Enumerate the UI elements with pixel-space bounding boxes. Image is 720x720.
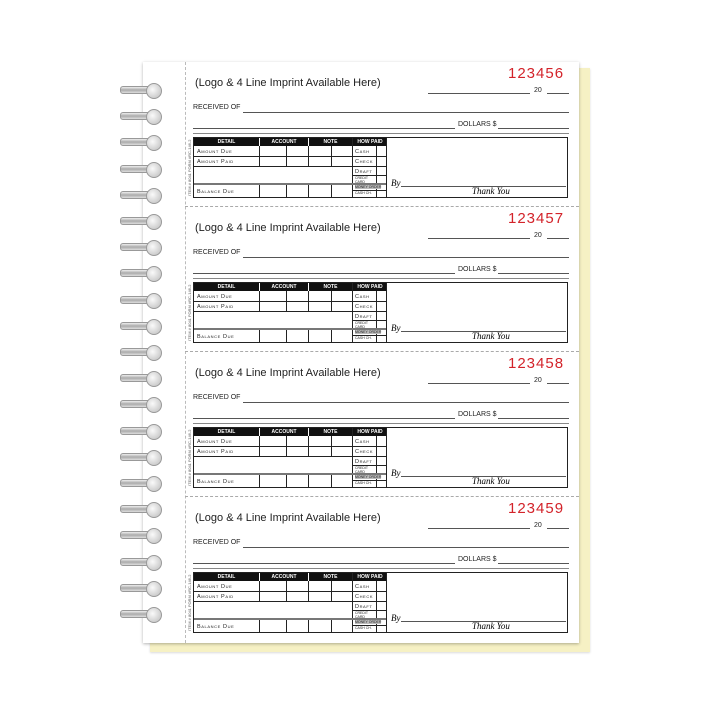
divider xyxy=(193,568,569,569)
by-label: By xyxy=(391,178,401,188)
form-code: FORM #RC-146-2 xyxy=(187,574,192,607)
spiral-ring xyxy=(120,240,166,254)
by-label: By xyxy=(391,468,401,478)
col-account: ACCOUNT xyxy=(260,283,308,291)
date-year-prefix: 20 xyxy=(534,522,542,529)
logo-imprint-placeholder: (Logo & 4 Line Imprint Available Here) xyxy=(195,512,381,524)
row-amount-due: Amount Due xyxy=(197,149,233,155)
col-note: NOTE xyxy=(309,573,352,581)
pay-cash: Cash xyxy=(355,584,370,590)
logo-imprint-placeholder: (Logo & 4 Line Imprint Available Here) xyxy=(195,222,381,234)
pay-draft: Draft xyxy=(355,169,373,175)
col-note: NOTE xyxy=(309,428,352,436)
date-line[interactable] xyxy=(428,93,530,94)
pay-credit-card: CREDIT CARD xyxy=(355,321,368,329)
item-code: ITEM # 8041 xyxy=(187,318,192,341)
row-balance-due: Balance Due xyxy=(197,624,235,630)
date-year-prefix: 20 xyxy=(534,232,542,239)
col-account: ACCOUNT xyxy=(260,428,308,436)
item-code: ITEM # 8041 xyxy=(187,608,192,631)
amount-words-line[interactable] xyxy=(193,273,455,274)
dollars-label: DOLLARS $ xyxy=(458,121,497,128)
form-code: FORM #RC-146-2 xyxy=(187,139,192,172)
logo-imprint-placeholder: (Logo & 4 Line Imprint Available Here) xyxy=(195,367,381,379)
by-label: By xyxy=(391,613,401,623)
pay-cash-check: CASH CH. xyxy=(355,336,372,340)
receipt xyxy=(143,62,579,207)
receipt-number: 123458 xyxy=(508,355,565,372)
date-year-prefix: 20 xyxy=(534,377,542,384)
row-amount-paid: Amount Paid xyxy=(197,449,234,455)
spiral-ring xyxy=(120,476,166,490)
col-how-paid: HOW PAID xyxy=(353,283,387,291)
payment-table xyxy=(193,282,568,343)
spiral-ring xyxy=(120,214,166,228)
spiral-ring xyxy=(120,188,166,202)
row-amount-paid: Amount Paid xyxy=(197,159,234,165)
spiral-ring xyxy=(120,319,166,333)
pay-cash-check: CASH CH. xyxy=(355,626,372,630)
item-code: ITEM # 8041 xyxy=(187,173,192,196)
row-amount-due: Amount Due xyxy=(197,294,233,300)
spiral-ring xyxy=(120,607,166,621)
pay-credit-card: CREDIT CARD xyxy=(355,466,368,474)
pay-cash-check: CASH CH. xyxy=(355,481,372,485)
pay-draft: Draft xyxy=(355,459,373,465)
dollars-label: DOLLARS $ xyxy=(458,556,497,563)
receipt xyxy=(143,352,579,497)
amount-words-line[interactable] xyxy=(193,563,455,564)
col-detail: DETAIL xyxy=(194,428,259,436)
spiral-ring xyxy=(120,109,166,123)
thank-you: Thank You xyxy=(472,621,510,631)
date-year-line[interactable] xyxy=(547,528,569,529)
spiral-ring xyxy=(120,502,166,516)
col-how-paid: HOW PAID xyxy=(353,573,387,581)
spiral-ring xyxy=(120,581,166,595)
divider xyxy=(193,423,569,424)
pay-cash-check: CASH CH. xyxy=(355,191,372,195)
item-code: ITEM # 8041 xyxy=(187,463,192,486)
spiral-ring xyxy=(120,345,166,359)
receipt-number: 123457 xyxy=(508,210,565,227)
row-amount-paid: Amount Paid xyxy=(197,304,234,310)
col-detail: DETAIL xyxy=(194,138,259,146)
spiral-ring xyxy=(120,397,166,411)
pay-money-order: MONEY ORDER xyxy=(355,330,382,334)
row-amount-due: Amount Due xyxy=(197,439,233,445)
pay-cash: Cash xyxy=(355,149,370,155)
pay-cash: Cash xyxy=(355,294,370,300)
received-of-label: RECEIVED OF xyxy=(193,104,241,111)
amount-words-line[interactable] xyxy=(193,128,455,129)
thank-you: Thank You xyxy=(472,186,510,196)
spiral-ring xyxy=(120,266,166,280)
date-line[interactable] xyxy=(428,238,530,239)
pay-check: Check xyxy=(355,304,374,310)
spiral-ring xyxy=(120,424,166,438)
pay-draft: Draft xyxy=(355,604,373,610)
col-note: NOTE xyxy=(309,138,352,146)
pay-check: Check xyxy=(355,159,374,165)
payment-table xyxy=(193,137,568,198)
receipt xyxy=(143,207,579,352)
row-balance-due: Balance Due xyxy=(197,479,235,485)
payment-table xyxy=(193,572,568,633)
logo-imprint-placeholder: (Logo & 4 Line Imprint Available Here) xyxy=(195,77,381,89)
form-code: FORM #RC-146-2 xyxy=(187,429,192,462)
spiral-ring xyxy=(120,555,166,569)
divider xyxy=(193,133,569,134)
receipt-number: 123456 xyxy=(508,65,565,82)
row-balance-due: Balance Due xyxy=(197,189,235,195)
spiral-ring xyxy=(120,162,166,176)
pay-cash: Cash xyxy=(355,439,370,445)
spiral-ring xyxy=(120,528,166,542)
col-account: ACCOUNT xyxy=(260,573,308,581)
pay-draft: Draft xyxy=(355,314,373,320)
date-year-line[interactable] xyxy=(547,93,569,94)
pay-money-order: MONEY ORDER xyxy=(355,620,382,624)
received-of-line[interactable] xyxy=(243,402,569,403)
pay-check: Check xyxy=(355,449,374,455)
received-of-label: RECEIVED OF xyxy=(193,249,241,256)
received-of-line[interactable] xyxy=(243,547,569,548)
spiral-ring xyxy=(120,293,166,307)
thank-you: Thank You xyxy=(472,331,510,341)
col-note: NOTE xyxy=(309,283,352,291)
dollars-label: DOLLARS $ xyxy=(458,411,497,418)
pay-credit-card: CREDIT CARD xyxy=(355,611,368,619)
received-of-line[interactable] xyxy=(243,112,569,113)
dollars-amount-line[interactable] xyxy=(498,128,569,129)
dollars-amount-line[interactable] xyxy=(498,563,569,564)
row-amount-due: Amount Due xyxy=(197,584,233,590)
date-line[interactable] xyxy=(428,528,530,529)
date-line[interactable] xyxy=(428,383,530,384)
received-of-line[interactable] xyxy=(243,257,569,258)
date-year-line[interactable] xyxy=(547,238,569,239)
pay-check: Check xyxy=(355,594,374,600)
by-label: By xyxy=(391,323,401,333)
col-how-paid: HOW PAID xyxy=(353,138,387,146)
received-of-label: RECEIVED OF xyxy=(193,539,241,546)
receipt xyxy=(143,497,579,642)
date-year-prefix: 20 xyxy=(534,87,542,94)
form-code: FORM #RC-146-2 xyxy=(187,284,192,317)
receipt-number: 123459 xyxy=(508,500,565,517)
dollars-amount-line[interactable] xyxy=(498,418,569,419)
col-account: ACCOUNT xyxy=(260,138,308,146)
spiral-ring xyxy=(120,450,166,464)
payment-table xyxy=(193,427,568,488)
pay-credit-card: CREDIT CARD xyxy=(355,176,368,184)
col-how-paid: HOW PAID xyxy=(353,428,387,436)
received-of-label: RECEIVED OF xyxy=(193,394,241,401)
spiral-ring xyxy=(120,135,166,149)
amount-words-line[interactable] xyxy=(193,418,455,419)
col-detail: DETAIL xyxy=(194,283,259,291)
row-balance-due: Balance Due xyxy=(197,334,235,340)
pay-money-order: MONEY ORDER xyxy=(355,185,382,189)
spiral-ring xyxy=(120,83,166,97)
pay-money-order: MONEY ORDER xyxy=(355,475,382,479)
receipt-book-page xyxy=(143,62,579,643)
date-year-line[interactable] xyxy=(547,383,569,384)
spiral-ring xyxy=(120,371,166,385)
dollars-label: DOLLARS $ xyxy=(458,266,497,273)
divider xyxy=(193,278,569,279)
dollars-amount-line[interactable] xyxy=(498,273,569,274)
thank-you: Thank You xyxy=(472,476,510,486)
col-detail: DETAIL xyxy=(194,573,259,581)
row-amount-paid: Amount Paid xyxy=(197,594,234,600)
